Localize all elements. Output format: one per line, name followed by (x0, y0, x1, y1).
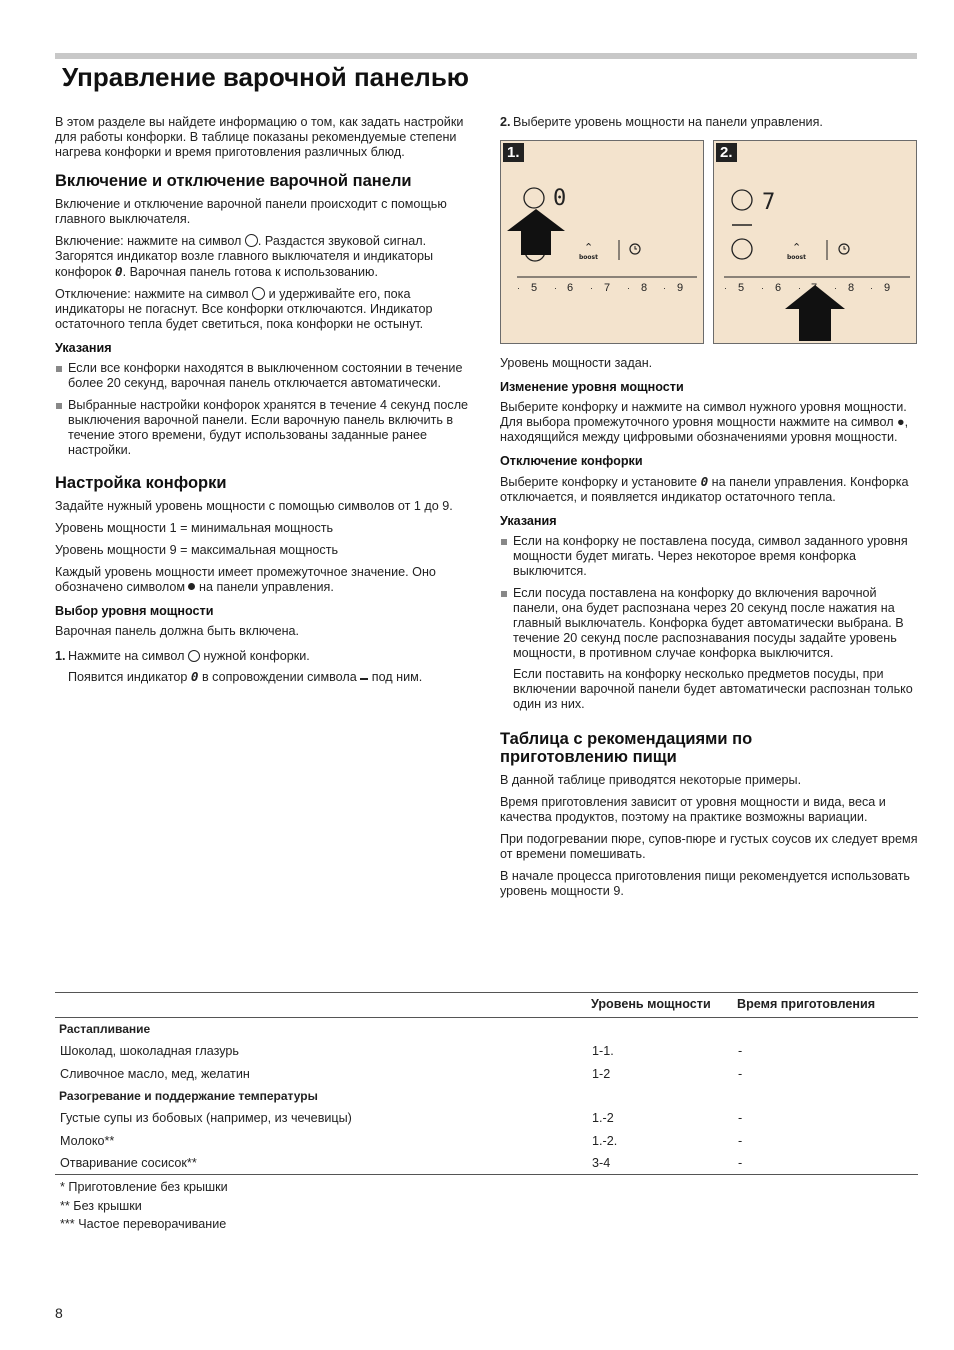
up-arrow-icon (507, 209, 565, 255)
change-p: Выберите конфорку и нажмите на символ нужного уровня мощности. Для выбора промежуточного уровня мощности нажмите на символ ●, находящийся между цифровыми обозначениями уровня мощности. (500, 400, 909, 444)
scale-number: 6 (567, 282, 574, 294)
table-p1: В данной таблице приводятся некоторые примеры. (500, 773, 802, 787)
panel-illustration-1 (500, 140, 704, 344)
burner-ring-icon (524, 188, 544, 208)
svg-text:·: · (627, 283, 630, 293)
control-panel-illustrations (500, 140, 918, 344)
power-select-p: Варочная панель должна быть включена. (55, 624, 300, 638)
table-row: Шоколад, шоколадная глазурь 1-1. - (60, 1044, 743, 1059)
top-rule (55, 53, 917, 59)
right-notes-heading: Указания (500, 514, 557, 528)
onoff-p3: Отключение: нажмите на символ и удерживайте его, пока индикаторы не погаснут. Все конфорки отключаются. Индикатор остаточного тепла будет светиться, пока конфорки не остынут. (55, 287, 433, 331)
panel-tag: 1. (503, 143, 524, 162)
zero-indicator-icon: 0 (190, 669, 199, 684)
cooking-table (55, 992, 918, 1175)
setup-p3: Уровень мощности 9 = максимальная мощность (55, 543, 339, 557)
svg-text:·: · (834, 283, 837, 293)
right-column (500, 115, 918, 906)
boost-label: boost (579, 254, 598, 261)
panel-illustration-2 (713, 140, 917, 344)
setup-p1: Задайте нужный уровень мощности с помощью символов от 1 до 9. (55, 499, 453, 513)
lower-burner-ring-icon (732, 239, 752, 259)
table-header-cell: Время приготовления (737, 996, 876, 1011)
note-item: Если на конфорку не поставлена посуда, символ заданного уровня мощности будет мигать. Через некоторое время конфорка выключится. (500, 534, 918, 579)
table-p4: В начале процесса приготовления пищи рекомендуется использовать уровень мощности 9. (500, 869, 910, 898)
svg-text:·: · (554, 283, 557, 293)
page-title: Управление варочной панелью (62, 62, 470, 92)
panel-caption: Уровень мощности задан. (500, 356, 653, 370)
up-arrow-icon (785, 285, 845, 341)
boost-label: boost (787, 254, 806, 261)
footnote: ** Без крышки (60, 1198, 142, 1213)
step-2: 2. Выберите уровень мощности на панели управления. (500, 115, 823, 129)
onoff-p1: Включение и отключение варочной панели происходит с помощью главного выключателя. (55, 197, 447, 226)
right-notes-list (500, 534, 918, 661)
scale-number: 8 (848, 282, 855, 294)
svg-text:·: · (870, 283, 873, 293)
boost-chevron-icon: ⌃ (792, 241, 802, 254)
table-p2: Время приготовления зависит от уровня мощности и вида, веса и качества продуктов, поэтому на практике возможны вариации. (500, 795, 886, 824)
change-heading: Изменение уровня мощности (500, 380, 684, 394)
scale-number: 5 (738, 282, 745, 294)
scale-number: 7 (604, 282, 611, 294)
section-heading-onoff: Включение и отключение варочной панели (55, 172, 412, 190)
zero-indicator-icon: 0 (553, 186, 567, 211)
off-heading: Отключение конфорки (500, 454, 643, 468)
table-section-row: Разогревание и поддержание температуры (59, 1089, 318, 1103)
scale-number: 9 (884, 282, 891, 294)
power-symbol-icon (245, 234, 258, 247)
scale-number: 6 (775, 282, 782, 294)
step-1: 1. Нажмите на символ нужной конфорки. (55, 649, 310, 663)
table-section-heading: Таблица с рекомендациями по приготовлению пищи (500, 730, 753, 766)
setup-p2: Уровень мощности 1 = минимальная мощность (55, 521, 334, 535)
svg-text:·: · (590, 283, 593, 293)
table-header-cell: Уровень мощности (591, 996, 711, 1011)
seven-indicator-icon: 7 (762, 190, 776, 215)
svg-text:·: · (517, 283, 520, 293)
note-extra: Если поставить на конфорку несколько предметов посуды, при включении варочной панели будет автоматически распознан только один из них. (513, 667, 913, 711)
left-column (55, 115, 473, 692)
table-row: Густые супы из бобовых (например, из чечевицы) 1.-2 - (60, 1111, 743, 1126)
zero-indicator-icon: 0 (115, 264, 123, 279)
svg-text:·: · (761, 283, 764, 293)
notes-heading: Указания (55, 341, 112, 355)
off-p: Выберите конфорку и установите 0 на панели управления. Конфорка отключается, и появляется индикатор остаточного тепла. (500, 474, 909, 504)
panel-2-drawing (714, 141, 918, 345)
table-header-cell (55, 993, 587, 1018)
power-select-heading: Выбор уровня мощности (55, 604, 214, 618)
page-number: 8 (55, 1305, 63, 1321)
note-item: Если все конфорки находятся в выключенном состоянии в течение более 20 секунд, варочная панель отключается автоматически. (55, 361, 473, 391)
svg-text:·: · (798, 283, 801, 293)
svg-text:·: · (724, 283, 727, 293)
note-item: Выбранные настройки конфорок хранятся в течение 4 секунд после выключения варочной панели. Если варочную панель включить в течение этого времени, будут использованы заданные ранее настройки. (55, 398, 473, 458)
table-p3: При подогревании пюре, супов-пюре и густых соусов их следует время от времени помешивать. (500, 832, 918, 861)
burner-ring-icon (732, 190, 752, 210)
footnotes (60, 1178, 228, 1234)
scale-number: 9 (677, 282, 684, 294)
footnote: *** Частое переворачивание (60, 1217, 227, 1231)
svg-text:·: · (663, 283, 666, 293)
note-item: Если посуда поставлена на конфорку до включения варочной панели, она будет распознана через 20 секунд после нажатия на главный выключатель. Конфорка будет автоматически выбрана. В течение 20 секунд после распознавания посуды задайте уровень мощности, в противном случае конфорка выключится. (500, 586, 918, 661)
boost-chevron-icon: ⌃ (584, 241, 594, 254)
zero-indicator-icon: 0 (700, 474, 709, 489)
table-row: Молоко** 1.-2. - (60, 1133, 743, 1148)
panel-1-drawing (501, 141, 705, 345)
intro-text: В этом разделе вы найдете информацию о том, как задать настройки для работы конфорки. В таблице показаны рекомендуемые степени нагрева конфорки и время приготовления различных блюд. (55, 115, 464, 159)
table-section-row: Растапливание (59, 1022, 151, 1036)
scale-number: 8 (641, 282, 648, 294)
step-1-result: Появится индикатор 0 в сопровождении символа под ним. (68, 669, 423, 684)
notes-list (55, 361, 473, 458)
table-header-row (55, 993, 918, 1018)
table-row: Отваривание сосисок** 3-4 - (55, 1152, 918, 1175)
power-symbol-icon (252, 287, 265, 300)
scale-number: 5 (531, 282, 538, 294)
footnote: * Приготовление без крышки (60, 1180, 228, 1194)
burner-ring-icon (188, 650, 200, 662)
table-row: Сливочное масло, мед, желатин 1-2 - (60, 1066, 743, 1081)
onoff-p2: Включение: нажмите на символ . Раздастся звуковой сигнал. Загорятся индикатор возле главного выключателя и индикаторы конфорок 0. Варочная панель готова к использованию. (55, 234, 434, 279)
setup-p4: Каждый уровень мощности имеет промежуточное значение. Оно обозначено символом на панели управления. (55, 565, 436, 594)
section-heading-setup: Настройка конфорки (55, 474, 227, 492)
panel-tag: 2. (716, 143, 737, 162)
